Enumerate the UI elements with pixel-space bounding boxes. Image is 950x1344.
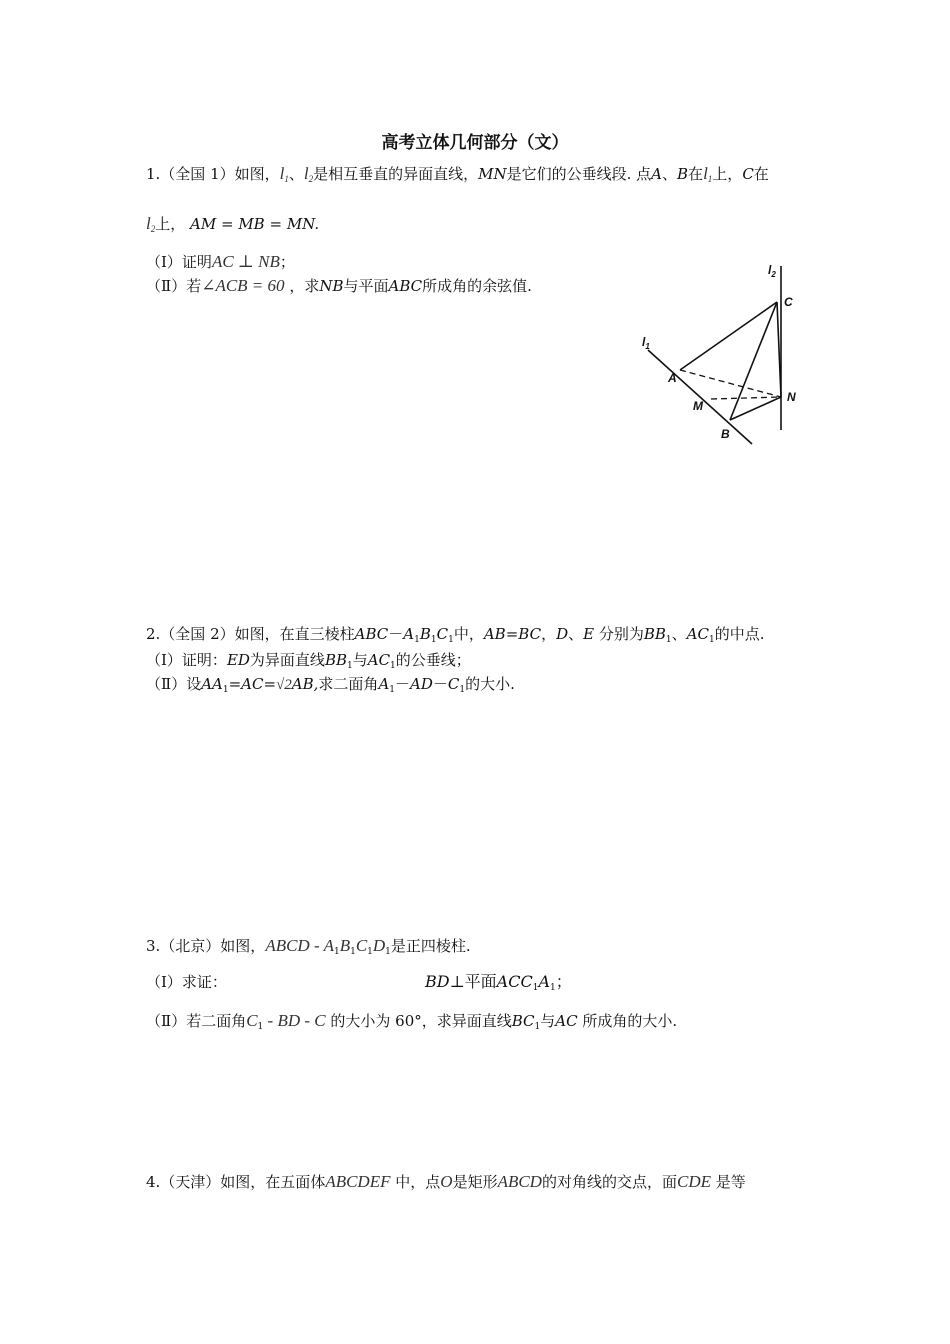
page-title: 高考立体几何部分（文） [381,133,569,153]
q1-statement-line-2: $l_2$上， AM = MB = MN. [146,214,320,234]
dashed-mn [711,397,781,399]
q3-part-2: （Ⅱ）若二面角$C_1$ - BD - C 的大小为 60°，求异面直线$BC_1$与AC 所成角的大小. [146,1011,678,1032]
label-a: A [668,371,677,385]
edge-ac [680,302,777,370]
q3-part-1-formula: BD⊥平面$ACC_1A_1$； [425,972,572,993]
q1-statement-line-1: 1.（全国 1）如图，$l_1$、$l_2$是相互垂直的异面直线，MN是它们的公垂线段. 点A、B在$l_1$上，C在 [146,164,769,184]
q1-part-1: （Ⅰ）证明AC ⊥ NB； [146,252,295,271]
q3-statement: 3.（北京）如图，ABCD - $A_1B_1C_1D_1$是正四棱柱. [146,936,471,957]
q1-part-2: （Ⅱ）若∠ACB = 60 ，求NB与平面ABC所成角的余弦值. [146,276,532,295]
label-c: C [784,295,793,309]
label-n: N [787,390,796,404]
q2-statement: 2.（全国 2）如图，在直三棱柱$ABC-A_1B_1C_1$中，AB=BC，D、E 分别为$BB_1$、$AC_1$的中点. [146,625,765,645]
q2-part-2: （Ⅱ）设$AA_1=AC=√2AB$,求二面角$A_1-AD-C_1$的大小. [146,675,515,695]
label-l1: $l_1$ [642,335,650,351]
q4-statement: 4.（天津）如图，在五面体ABCDEF 中，点O是矩形ABCD的对角线的交点，面CDE 是等 [146,1172,746,1191]
label-b: B [721,427,730,441]
q2-part-1: （Ⅰ）证明：ED为异面直线$BB_1$与$AC_1$的公垂线； [146,651,471,671]
line-l1 [648,350,752,444]
label-m: M [693,399,703,413]
q1-geometry-figure [632,258,812,450]
q3-part-1: （Ⅰ）求证： [146,973,227,991]
label-l2: $l_2$ [768,263,776,279]
